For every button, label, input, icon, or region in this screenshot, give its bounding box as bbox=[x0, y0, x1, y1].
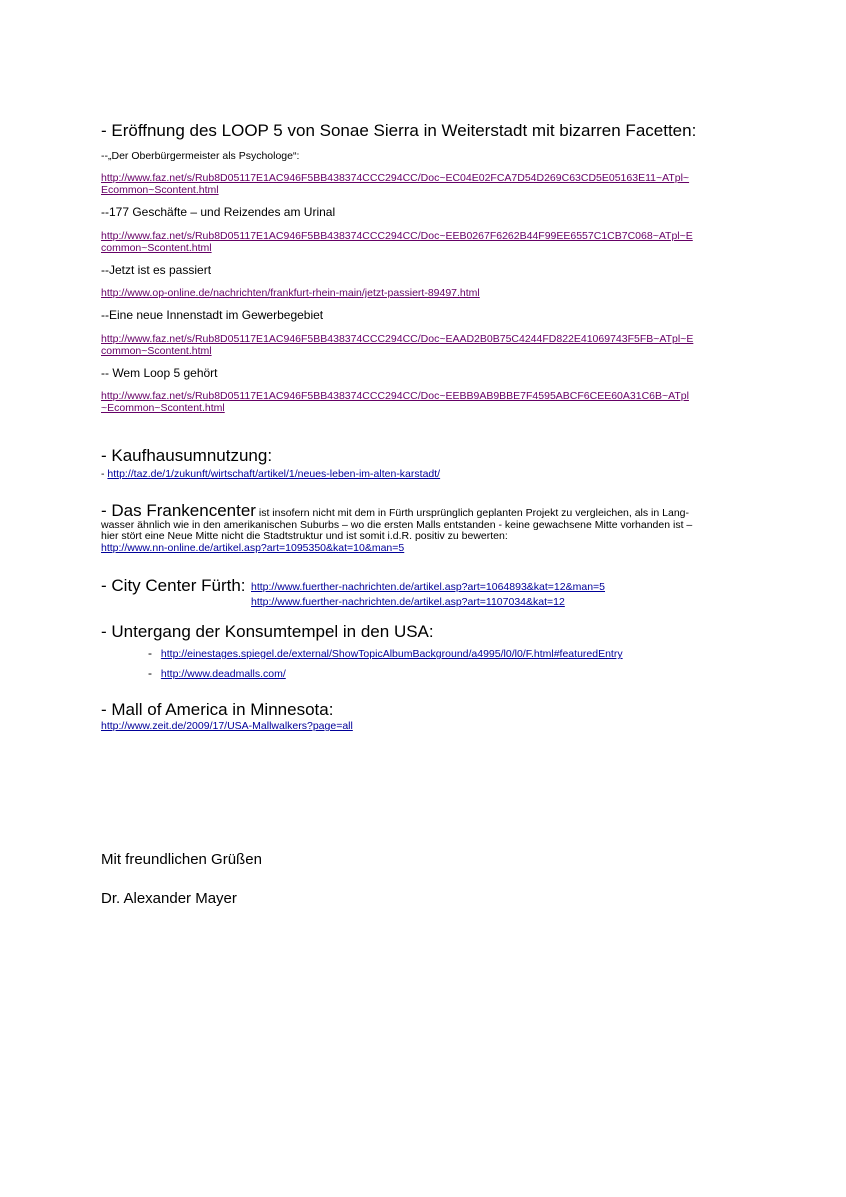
fuerther-link-1[interactable]: http://www.fuerther-nachrichten.de/artikel.asp?art=1064893&kat=12&man=5 bbox=[251, 581, 606, 593]
nn-online-link[interactable]: http://www.nn-online.de/artikel.asp?art=1095350&kat=10&man=5 bbox=[101, 541, 405, 554]
fuerther-link-2[interactable]: http://www.fuerther-nachrichten.de/artikel.asp?art=1107034&kat=12 bbox=[251, 596, 565, 608]
taz-link[interactable]: http://taz.de/1/zukunft/wirtschaft/artikel/1/neues-leben-im-alten-karstadt/ bbox=[107, 468, 441, 480]
faz-link[interactable]: http://www.faz.net/s/Rub8D05117E1AC946F5BB438374CCC294CC/Doc~EC04E02FCA7D54D269C63CD5E05163E11~ATpl~ bbox=[101, 172, 690, 184]
op-online-link[interactable]: http://www.op-online.de/nachrichten/frankfurt-rhein-main/jetzt-passiert-89497.html bbox=[101, 287, 480, 299]
paragraph-line: hier stört eine Neue Mitte nicht die Stadtstruktur und ist somit i.d.R. positiv zu bewerten: bbox=[101, 530, 508, 542]
faz-link[interactable]: http://www.faz.net/s/Rub8D05117E1AC946F5BB438374CCC294CC/Doc~EEB0267F6262B44F99EE6557C1CB7C068~ATpl~E bbox=[101, 230, 693, 242]
item-label: --Jetzt ist es passiert bbox=[101, 263, 212, 277]
spiegel-link[interactable]: http://einestages.spiegel.de/external/ShowTopicAlbumBackground/a4995/l0/l0/F.html#featuredEntry bbox=[160, 648, 623, 660]
paragraph-line: ist insofern nicht mit dem in Fürth ursprünglich geplanten Projekt zu vergleichen, als in Lang- bbox=[255, 507, 690, 519]
bullet: - bbox=[148, 666, 152, 680]
bullet: - bbox=[148, 646, 152, 660]
deadmalls-link[interactable]: http://www.deadmalls.com/ bbox=[160, 668, 286, 680]
zeit-link[interactable]: http://www.zeit.de/2009/17/USA-Mallwalkers?page=all bbox=[101, 720, 353, 732]
city-center-heading: - City Center Fürth: bbox=[101, 576, 246, 595]
faz-link-cont[interactable]: ~Ecommon~Scontent.html bbox=[101, 402, 225, 414]
konsumtempel-heading: - Untergang der Konsumtempel in den USA: bbox=[101, 622, 434, 641]
closing-greeting: Mit freundlichen Grüßen bbox=[101, 851, 262, 868]
mall-of-america-heading: - Mall of America in Minnesota: bbox=[101, 700, 334, 719]
frankencenter-paragraph bbox=[101, 501, 751, 554]
faz-link-cont[interactable]: common~Scontent.html bbox=[101, 242, 212, 254]
list-item bbox=[148, 664, 286, 682]
item-label: --„Der Oberbürgermeister als Psychologe“: bbox=[101, 150, 300, 162]
item-label: --177 Geschäfte – und Reizendes am Urinal bbox=[101, 205, 336, 219]
kaufhaus-heading: - Kaufhausumnutzung: bbox=[101, 446, 273, 465]
faz-link[interactable]: http://www.faz.net/s/Rub8D05117E1AC946F5BB438374CCC294CC/Doc~EAAD2B0B75C4244FD822E41069743F5FB~ATpl~E bbox=[101, 333, 694, 345]
list-item bbox=[148, 644, 623, 662]
item-label: -- Wem Loop 5 gehört bbox=[101, 366, 218, 380]
faz-link-cont[interactable]: Ecommon~Scontent.html bbox=[101, 184, 219, 196]
paragraph-line: wasser ähnlich wie in den amerikanischen Suburbs – wo die ersten Malls entstanden - keine gewachsene Mitte vorhanden ist – bbox=[101, 518, 693, 531]
kaufhaus-line bbox=[101, 464, 440, 482]
dash-prefix: - bbox=[101, 468, 108, 480]
loop5-heading: - Eröffnung des LOOP 5 von Sonae Sierra in Weiterstadt mit bizarren Facetten: bbox=[101, 121, 697, 140]
item-label: --Eine neue Innenstadt im Gewerbegebiet bbox=[101, 308, 324, 322]
faz-link-cont[interactable]: common~Scontent.html bbox=[101, 345, 212, 357]
frankencenter-heading: - Das Frankencenter bbox=[101, 501, 256, 520]
faz-link[interactable]: http://www.faz.net/s/Rub8D05117E1AC946F5BB438374CCC294CC/Doc~EEBB9AB9BBE7F4595ABCF6CEE60A31C6B~ATpl bbox=[101, 390, 689, 402]
signature-name: Dr. Alexander Mayer bbox=[101, 890, 237, 907]
